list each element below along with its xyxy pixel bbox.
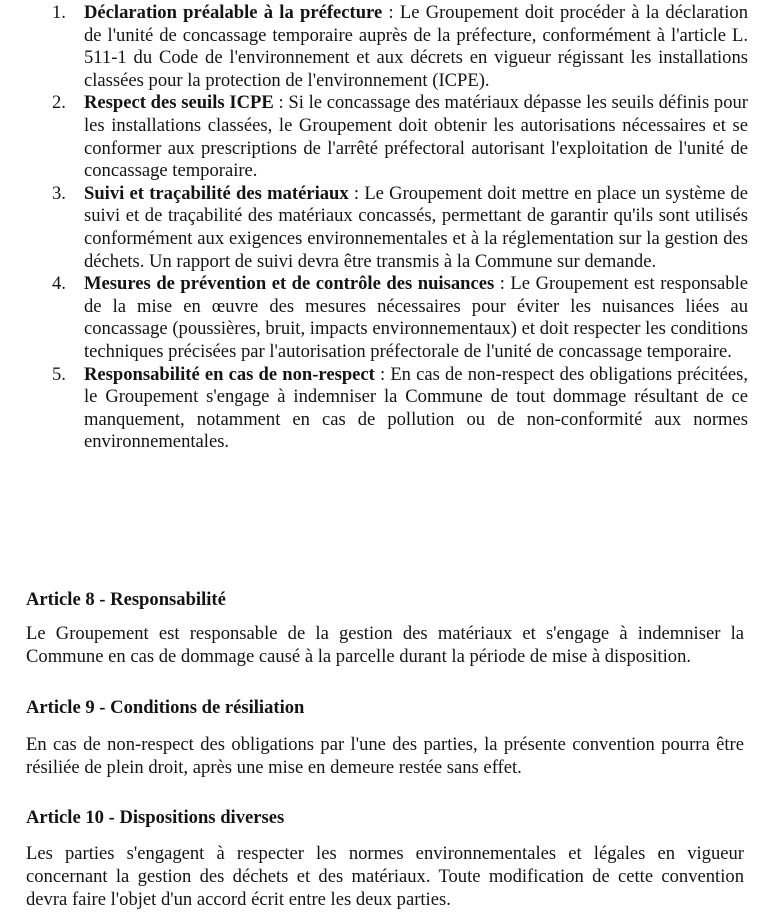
article-8-body: Le Groupement est responsable de la gestion des matériaux et s'engage à indemniser la Commune en cas de dommage causé à la parcelle durant la période de mise à disposition. [26, 623, 744, 667]
article-10-body: Les parties s'engagent à respecter les normes environnementales et légales en vigueur concernant la gestion des déchets et des matériaux. Toute modification de cette convention devra faire l'objet d'un accord écrit entre les deux parties. [26, 843, 744, 910]
list-item-title: Respect des seuils ICPE [84, 92, 274, 114]
list-item-text: : Le Groupement est responsable de la mise en œuvre des mesures nécessaires pour éviter les nuisances liées au concassage (poussières, bruit, impacts environnementaux) et doit respecter les conditions techniques précisées par l'autorisation préfectorale de l'unité de concassage temporaire. [84, 273, 748, 362]
article-9-body: En cas de non-respect des obligations par l'une des parties, la présente convention pourra être résiliée de plein droit, après une mise en demeure restée sans effet. [26, 734, 744, 778]
list-item-text: : Le Groupement doit procéder à la déclaration de l'unité de concassage temporaire auprès de la préfecture, conformément à l'article L. 511-1 du Code de l'environnement et aux décrets en vigueur régissant les installations classées pour la protection de l'environnement (ICPE). [84, 2, 748, 91]
list-item-number: 2. [52, 92, 66, 114]
list-item-number: 5. [52, 363, 66, 385]
list-item-title: Responsabilité en cas de non-respect [84, 363, 375, 385]
list-item-number: 3. [52, 182, 66, 204]
list-item-text: : Si le concassage des matériaux dépasse les seuils définis pour les installations classées, le Groupement doit obtenir les autorisations nécessaires et se conformer aux prescriptions de l'arrêté préfectoral autorisant l'exploitation de l'unité de concassage temporaire. [84, 92, 748, 182]
article-8-heading: Article 8 - Responsabilité [26, 589, 226, 610]
obligations-list [52, 2, 748, 454]
list-item [52, 364, 748, 454]
article-10-heading: Article 10 - Dispositions diverses [26, 807, 285, 828]
list-item-number: 1. [52, 2, 66, 23]
list-item-text: : Le Groupement doit mettre en place un système de suivi et de traçabilité des matériaux concassés, permettant de garantir qu'ils sont utilisés conformément aux exigences environnementales et à la réglementation sur la gestion des déchets. Un rapport de suivi devra être transmis à la Commune sur demande. [84, 182, 748, 272]
article-9-heading: Article 9 - Conditions de résiliation [26, 697, 305, 718]
list-item [52, 273, 748, 363]
list-item-title: Déclaration préalable à la préfecture [84, 2, 383, 23]
list-item [52, 2, 748, 92]
list-item-text: : En cas de non-respect des obligations précitées, le Groupement s'engage à indemniser la Commune de tout dommage résultant de ce manquement, notamment en cas de pollution ou de non-conformité aux normes environnementales. [84, 363, 748, 453]
list-item [52, 183, 748, 273]
list-item [52, 92, 748, 182]
list-item-title: Mesures de prévention et de contrôle des nuisances [84, 273, 495, 295]
list-item-title: Suivi et traçabilité des matériaux [84, 182, 349, 204]
list-item-number: 4. [52, 273, 66, 295]
